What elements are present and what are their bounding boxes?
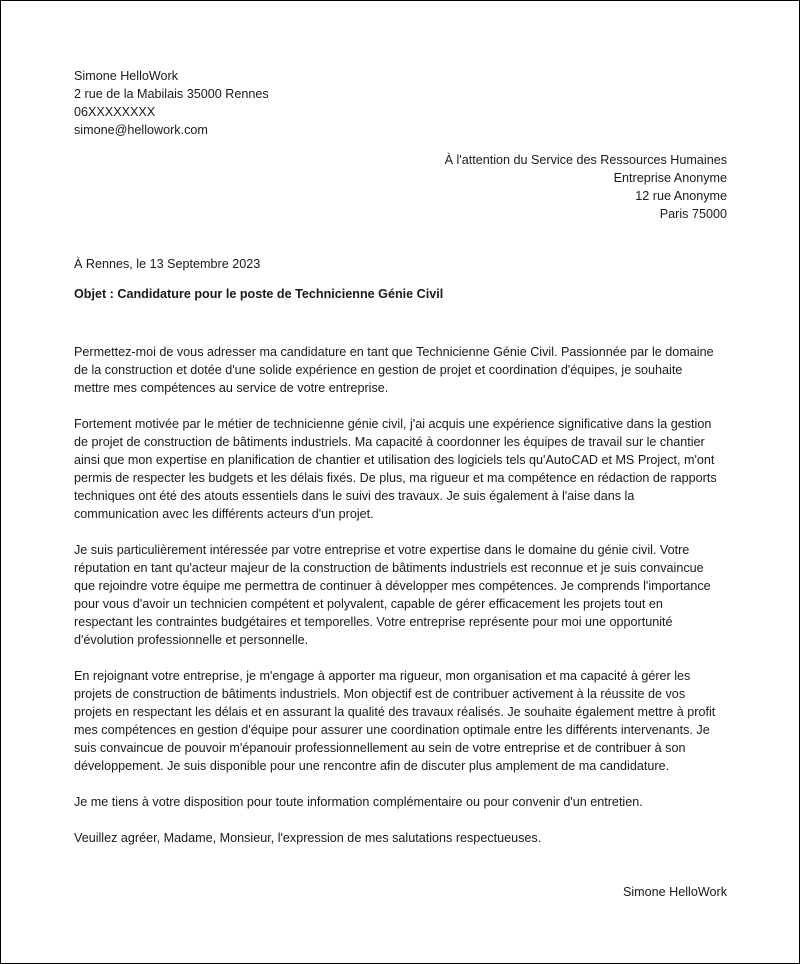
text-line: En rejoignant votre entreprise, je m'engage à apporter ma rigueur, mon organisation et ma capacité à gérer les (74, 669, 691, 683)
paragraph-motivation (74, 541, 734, 649)
letter-body (74, 343, 734, 865)
text-line: Fortement motivée par le métier de technicienne génie civil, j'ai acquis une expérience significative dans la gestion (74, 417, 712, 431)
text-line: de projet de construction de bâtiments industriels. Ma capacité à coordonner les équipes de travail sur le chantier (74, 435, 705, 449)
text-line: Je suis particulièrement intéressée par votre entreprise et votre expertise dans le domaine du génie civil. Votre (74, 543, 690, 557)
paragraph-experience (74, 415, 734, 523)
text-line: réputation en tant qu'acteur majeur de la construction de bâtiments industriels est reconnue et je suis convaincue (74, 561, 704, 575)
recipient-street: 12 rue Anonyme (635, 189, 727, 203)
text-line: Je me tiens à votre disposition pour toute information complémentaire ou pour convenir d'un entretien. (74, 795, 643, 809)
sender-address: 2 rue de la Mabilais 35000 Rennes (74, 87, 269, 101)
recipient-city: Paris 75000 (659, 207, 727, 221)
sender-email: simone@hellowork.com (74, 123, 208, 137)
sender-address-block (74, 67, 269, 139)
text-line: Permettez-moi de vous adresser ma candidature en tant que Technicienne Génie Civil. Passionnée par le domaine (74, 345, 714, 359)
text-line: mes compétences en gestion d'équipe pour assurer une coordination optimale entre les différents intervenants. Je (74, 723, 710, 737)
text-line: suis convaincue de pouvoir m'épanouir professionnellement au sein de votre entreprise et de contribuer à son (74, 741, 686, 755)
text-line: ainsi que mon expertise en planification de chantier et utilisation des logiciels tels qu'AutoCAD et MS Project, m'ont (74, 453, 715, 467)
text-line: développement. Je suis disponible pour une rencontre afin de discuter plus amplement de ma candidature. (74, 759, 670, 773)
recipient-company: Entreprise Anonyme (613, 171, 727, 185)
text-line: projets de construction de bâtiments industriels. Mon objectif est de contribuer activement à la réussite de vos (74, 687, 686, 701)
paragraph-introduction (74, 343, 734, 397)
sender-phone: 06XXXXXXXX (74, 105, 156, 119)
text-line: respectant les contraintes budgétaires et temporelles. Votre entreprise représente pour moi une opportunité (74, 615, 673, 629)
text-line: d'évolution professionnelle et personnelle. (74, 633, 309, 647)
text-line: projets en respectant les délais et en assurant la qualité des travaux réalisés. Je souhaite également mettre à profit (74, 705, 716, 719)
text-line: permis de respecter les budgets et les délais fixés. De plus, ma rigueur et ma compétence en rédaction de rapports (74, 471, 717, 485)
letter-date: À Rennes, le 13 Septembre 2023 (74, 257, 261, 271)
sender-name: Simone HelloWork (74, 69, 179, 83)
recipient-address-block (445, 151, 727, 223)
text-line: communication avec les différents acteurs d'un projet. (74, 507, 374, 521)
text-line: techniques ont été des atouts essentiels dans le suivi des travaux. Je suis également à l'aise dans la (74, 489, 635, 503)
letter-subject: Objet : Candidature pour le poste de Technicienne Génie Civil (74, 287, 444, 301)
text-line: que rejoindre votre équipe me permettra de continuer à développer mes compétences. Je comprends l'importance (74, 579, 711, 593)
paragraph-availability (74, 793, 734, 811)
signature: Simone HelloWork (622, 885, 727, 899)
text-line: pour vous d'avoir un technicien compétent et polyvalent, capable de gérer efficacement les projets tout en (74, 597, 663, 611)
paragraph-closing (74, 829, 734, 847)
text-line: mettre mes compétences au service de votre entreprise. (74, 381, 389, 395)
paragraph-commitment (74, 667, 734, 775)
recipient-attention: À l'attention du Service des Ressources Humaines (444, 153, 727, 167)
text-line: de la construction et dotée d'une solide expérience en gestion de projet et coordination d'équipes, je souhaite (74, 363, 683, 377)
text-line: Veuillez agréer, Madame, Monsieur, l'expression de mes salutations respectueuses. (74, 831, 542, 845)
